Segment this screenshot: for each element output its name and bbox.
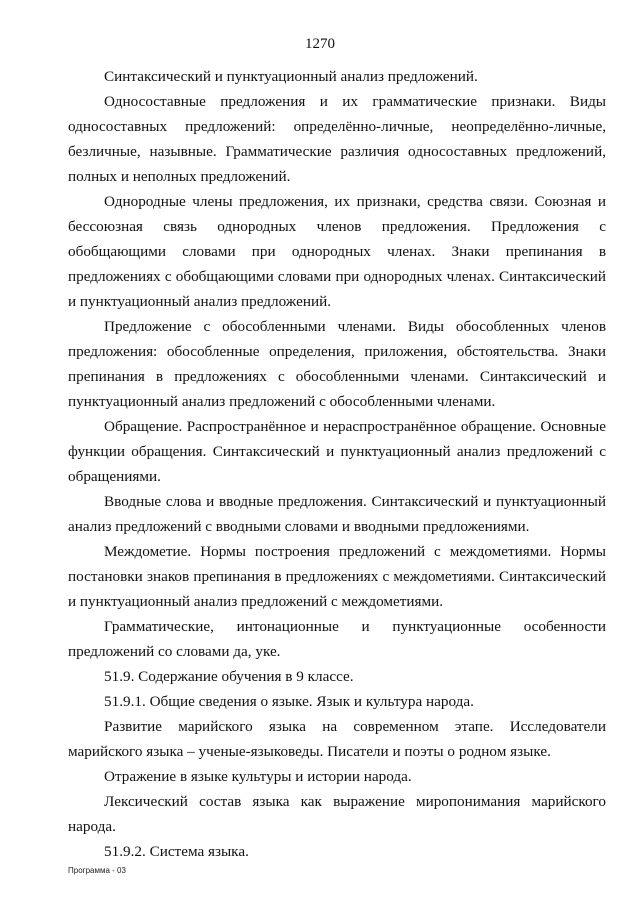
document-body <box>68 64 606 864</box>
paragraph-lexical-composition: Лексический состав языка как выражение миропонимания марийского народа. <box>68 793 606 835</box>
subsection-heading-language-system: 51.9.2. Система языка. <box>104 843 249 860</box>
paragraph-language-development: Развитие марийского языка на современном этапе. Исследователи марийского языка – ученые-языковеды. Писатели и поэты о родном языке. <box>68 718 606 760</box>
paragraph-homogeneous-members: Однородные члены предложения, их признаки, средства связи. Союзная и бессоюзная связь однородных членов предложения. Предложения с обобщающими словами при однородных членах. Знаки препинания в предложениях с обобщающими словами при однородных членах. Синтаксический и пунктуационный анализ предложений. <box>68 193 606 310</box>
footer-program-label: Программа - 03 <box>68 866 126 875</box>
paragraph-introductory-words: Вводные слова и вводные предложения. Синтаксический и пунктуационный анализ предложений с вводными словами и вводными предложениями. <box>68 493 606 535</box>
paragraph-syntax-analysis: Синтаксический и пунктуационный анализ предложений. <box>104 68 478 85</box>
paragraph-culture-reflection: Отражение в языке культуры и истории народа. <box>104 768 412 785</box>
paragraph-one-part-sentences: Односоставные предложения и их грамматические признаки. Виды односоставных предложений: определённо-личные, неопределённо-личные, безличные, назывные. Грамматические различия односоставных предложений, полных и неполных предложений. <box>68 93 606 185</box>
subsection-heading-general-info: 51.9.1. Общие сведения о языке. Язык и культура народа. <box>104 693 474 710</box>
paragraph-isolated-members: Предложение с обособленными членами. Виды обособленных членов предложения: обособленные определения, приложения, обстоятельства. Знаки препинания в предложениях с обособленными членами. Синтаксический и пунктуационный анализ предложений с обособленными членами. <box>68 318 606 410</box>
section-heading-grade-9: 51.9. Содержание обучения в 9 классе. <box>104 668 354 685</box>
paragraph-da-uke: Грамматические, интонационные и пунктуационные особенности предложений со словами да, уке. <box>68 618 606 660</box>
paragraph-interjection: Междометие. Нормы построения предложений с междометиями. Нормы постановки знаков препинания в предложениях с междометиями. Синтаксический и пунктуационный анализ предложений с междометиями. <box>68 543 606 610</box>
page-number: 1270 <box>305 36 335 52</box>
paragraph-address: Обращение. Распространённое и нераспространённое обращение. Основные функции обращения. Синтаксический и пунктуационный анализ предложений с обращениями. <box>68 418 606 485</box>
